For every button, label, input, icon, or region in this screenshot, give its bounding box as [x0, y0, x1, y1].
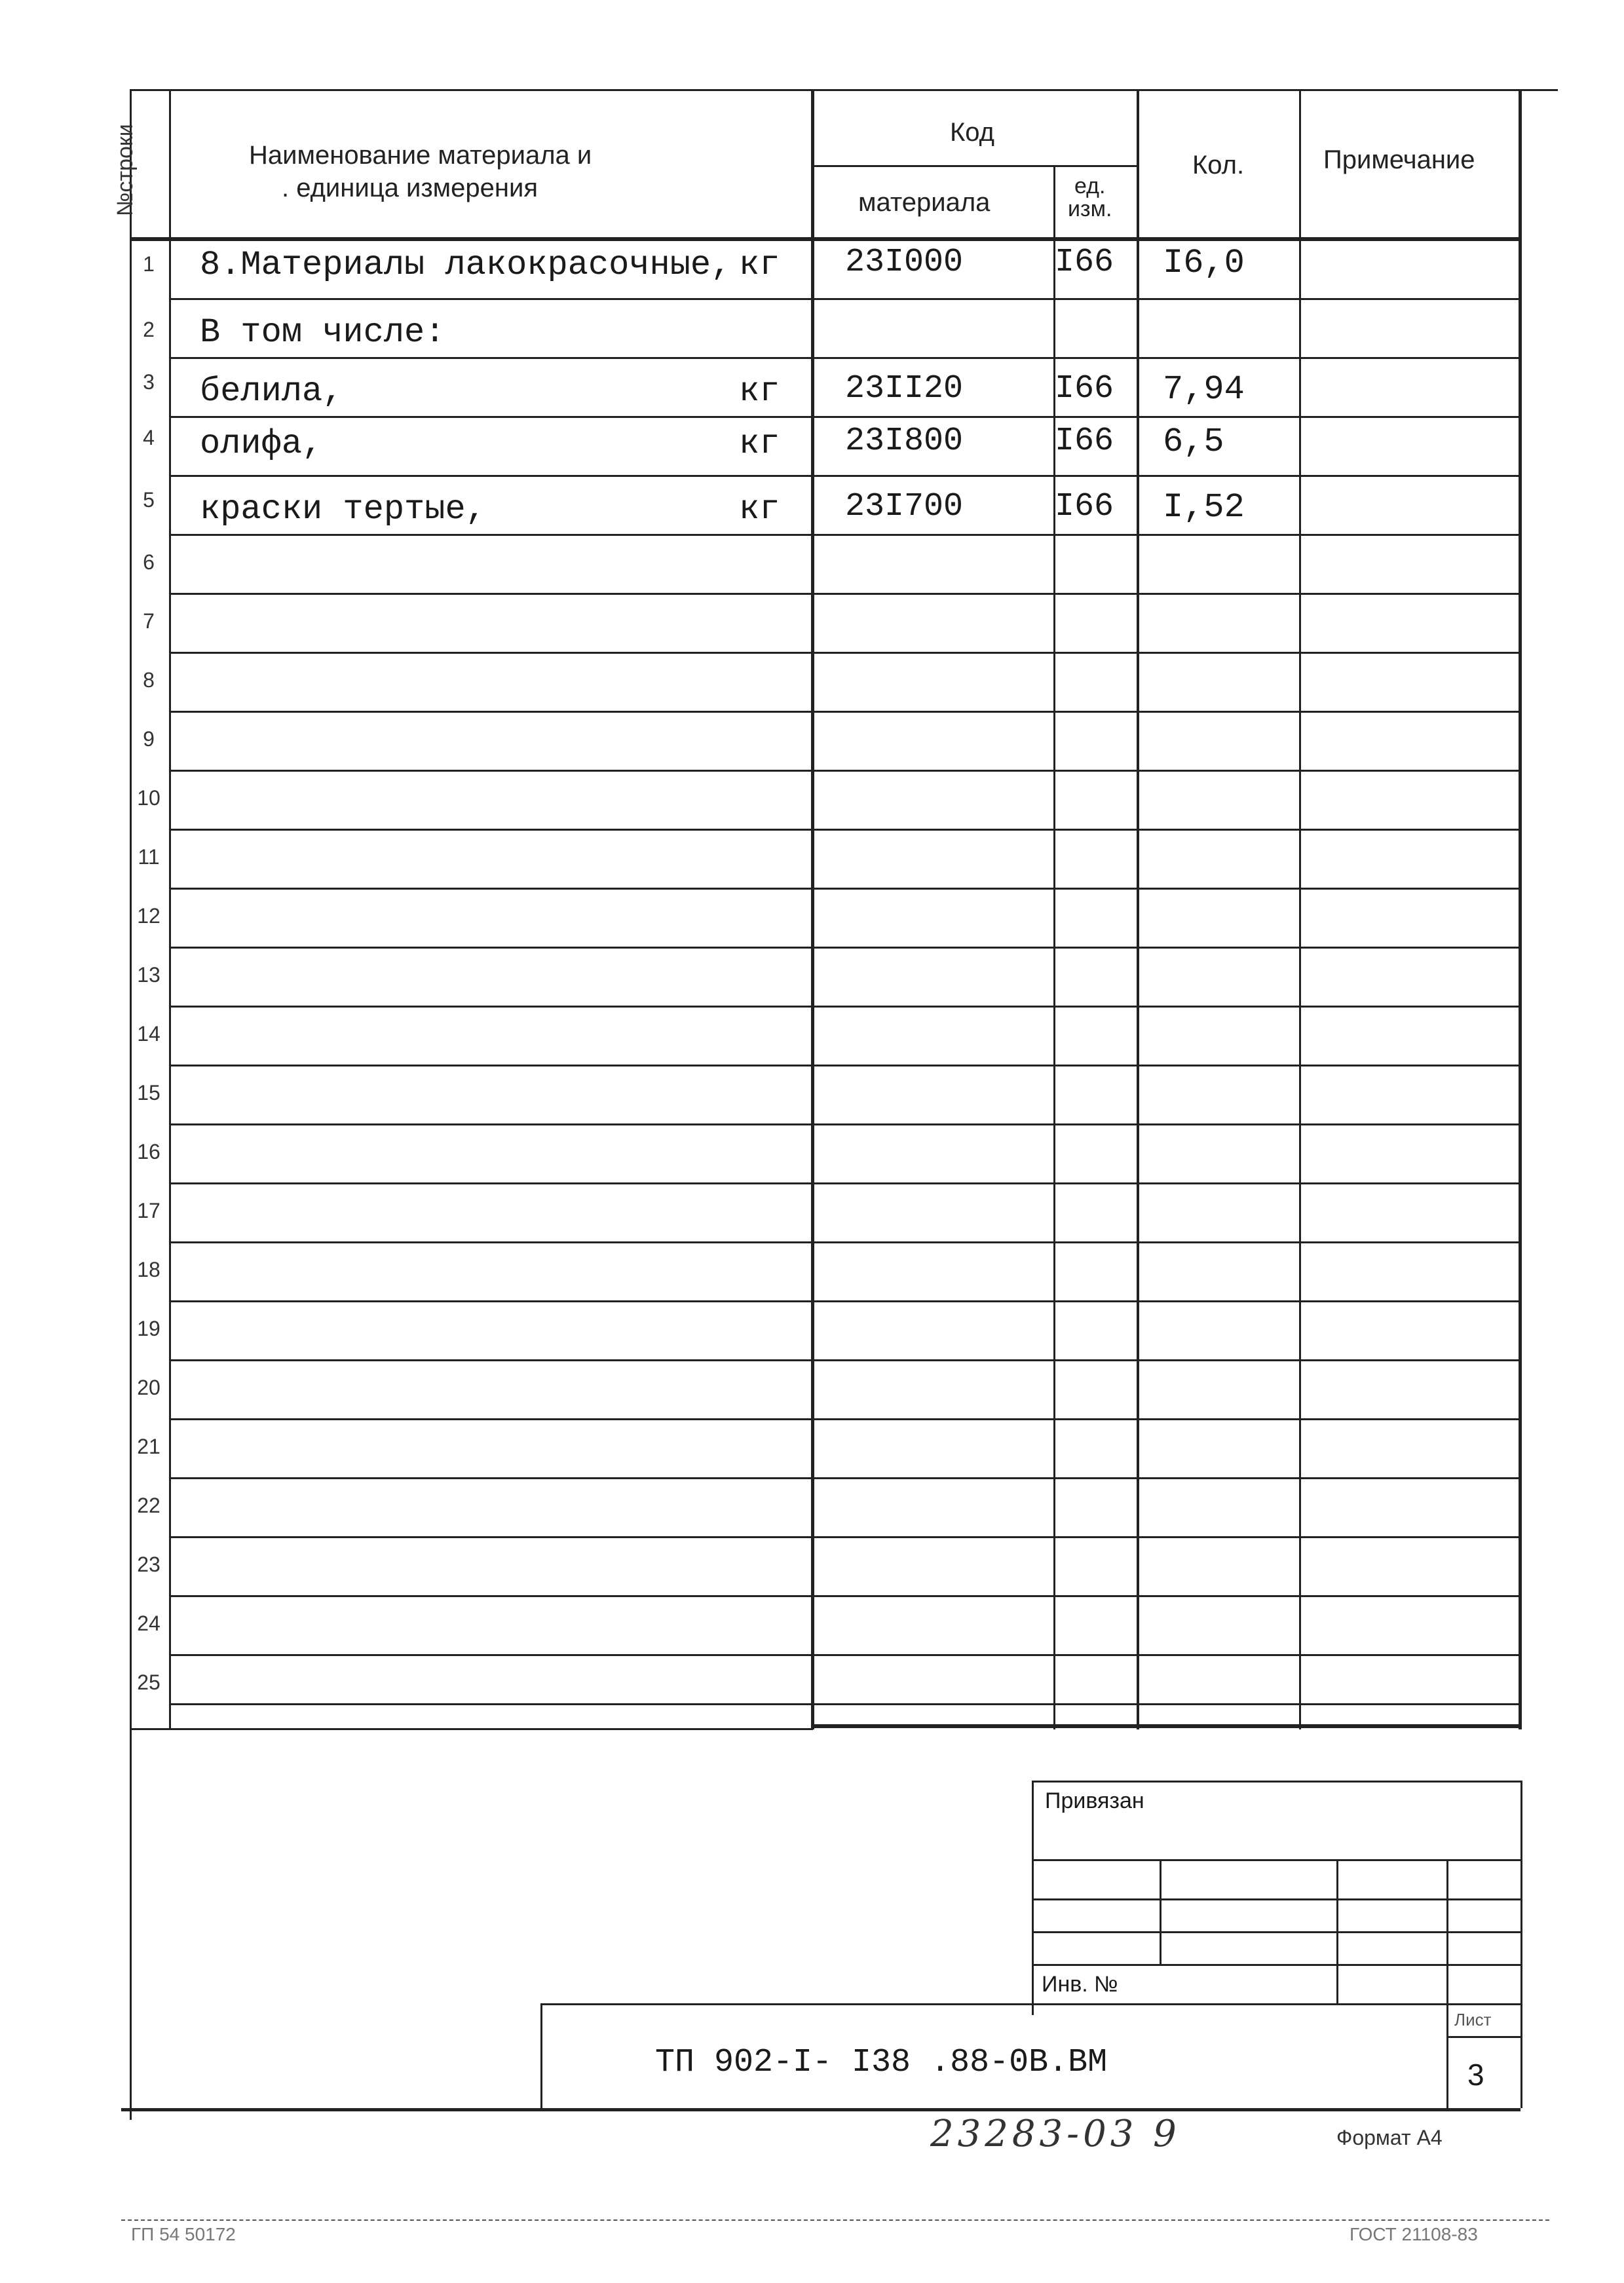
bound-label: Привязан	[1045, 1788, 1144, 1813]
table-bottom-border	[811, 1724, 1520, 1728]
table-bottom-border-left	[130, 1728, 813, 1730]
row-separator	[169, 888, 1520, 890]
row-number: 1	[143, 252, 155, 276]
row-number: 7	[143, 609, 155, 633]
row-separator	[169, 1418, 1520, 1420]
material-unit: кг	[739, 246, 780, 284]
row-number: 21	[137, 1435, 161, 1458]
material-unit: кг	[739, 372, 780, 411]
row-number: 9	[143, 727, 155, 751]
material-name: олифа,	[200, 425, 323, 463]
row-number: 5	[143, 488, 155, 512]
row-separator	[169, 1182, 1520, 1184]
row-number: 17	[137, 1199, 161, 1222]
row-separator	[169, 416, 1520, 418]
unit-code: I66	[1055, 370, 1114, 407]
material-name: 8.Материалы лакокрасочные,	[200, 246, 732, 284]
material-code: 23II20	[845, 370, 964, 407]
stamp-line	[1446, 2036, 1520, 2038]
row-separator	[169, 593, 1520, 595]
name-header-line2: . единица измерения	[282, 174, 538, 202]
bottom-right-code: ГОСТ 21108-83	[1350, 2224, 1478, 2244]
stamp-line	[1160, 1859, 1161, 1964]
row-separator	[169, 475, 1520, 477]
row-number: 4	[143, 426, 155, 449]
qty-header: Кол.	[1192, 151, 1245, 179]
row-number-column-border	[169, 89, 171, 1729]
row-number: 3	[143, 370, 155, 394]
row-number: 16	[137, 1140, 161, 1163]
row-number: 10	[137, 786, 161, 810]
document-designation: ТП 902-I- I38 .88-0B.BM	[655, 2044, 1108, 2081]
code-header: Код	[950, 118, 995, 147]
row-number: 12	[137, 904, 161, 928]
stamp-line	[1032, 1781, 1520, 1783]
material-unit: кг	[739, 490, 780, 529]
material-code: 23I000	[845, 244, 964, 281]
row-number: 25	[137, 1670, 161, 1694]
row-separator	[169, 770, 1520, 772]
page-bottom-border	[121, 2108, 1520, 2111]
material-code: 23I800	[845, 423, 964, 460]
qty-column-border	[1299, 89, 1301, 1729]
row-separator	[169, 1654, 1520, 1656]
handwritten-archive-number: 23283-03 9	[930, 2113, 1180, 2155]
row-separator	[169, 1703, 1520, 1705]
quantity: I,52	[1163, 488, 1245, 527]
row-number: 13	[137, 963, 161, 987]
material-code-header: материала	[858, 188, 991, 217]
row-number: 22	[137, 1494, 161, 1517]
unit-code-column-border	[1137, 89, 1139, 1729]
row-separator	[169, 1123, 1520, 1125]
quantity: I6,0	[1163, 244, 1245, 282]
material-name: В том числе:	[200, 313, 445, 352]
unit-code-header-line1: ед.	[1074, 174, 1106, 198]
row-number: 6	[143, 550, 155, 574]
row-separator	[169, 652, 1520, 654]
row-separator	[169, 357, 1520, 359]
row-separator	[169, 1595, 1520, 1597]
row-number-header: №строки	[113, 124, 138, 216]
material-unit: кг	[739, 425, 780, 463]
quantity: 7,94	[1163, 370, 1245, 409]
row-separator	[169, 534, 1520, 536]
cut-line	[121, 2219, 1549, 2221]
unit-code: I66	[1055, 423, 1114, 460]
row-number: 11	[138, 845, 160, 869]
row-number: 20	[137, 1376, 161, 1399]
stamp-line	[540, 2003, 1520, 2005]
stamp-line	[1336, 1859, 1338, 2003]
unit-code-header-line2: изм.	[1068, 197, 1112, 221]
row-separator	[169, 711, 1520, 713]
quantity: 6,5	[1163, 423, 1224, 461]
row-separator	[169, 1300, 1520, 1302]
code-subheader-line	[811, 165, 1139, 167]
row-number: 24	[137, 1612, 161, 1635]
material-name: белила,	[200, 372, 343, 411]
row-separator	[169, 1359, 1520, 1361]
material-name: краски тертые,	[200, 490, 486, 529]
stamp-line	[540, 2003, 542, 2108]
row-separator	[169, 947, 1520, 949]
row-separator	[169, 1006, 1520, 1008]
stamp-line	[1446, 1859, 1448, 2108]
row-number: 8	[143, 668, 155, 692]
table-top-border	[130, 89, 1558, 91]
row-number: 2	[143, 318, 155, 341]
note-column-border	[1519, 89, 1522, 1729]
header-bottom-border	[130, 237, 1520, 241]
row-separator	[169, 1241, 1520, 1243]
row-number: 18	[137, 1258, 161, 1281]
name-header-line1: Наименование материала и	[249, 141, 592, 170]
format-label: Формат А4	[1336, 2126, 1443, 2149]
sheet-label: Лист	[1454, 2010, 1492, 2029]
unit-code: I66	[1055, 488, 1114, 525]
bottom-left-code: ГП 54 50172	[131, 2224, 236, 2244]
inventory-number-label: Инв. №	[1042, 1972, 1118, 1997]
note-header: Примечание	[1323, 145, 1475, 174]
sheet-number: 3	[1467, 2058, 1484, 2092]
row-number: 15	[137, 1081, 161, 1104]
row-number: 19	[137, 1317, 161, 1340]
stamp-right-border	[1520, 1781, 1522, 2108]
name-column-border	[811, 89, 814, 1729]
row-separator	[169, 298, 1520, 300]
material-code: 23I700	[845, 488, 964, 525]
row-separator	[169, 1065, 1520, 1066]
row-separator	[169, 1536, 1520, 1538]
row-number: 23	[137, 1553, 161, 1576]
row-separator	[169, 829, 1520, 831]
row-number: 14	[137, 1022, 161, 1046]
unit-code: I66	[1055, 244, 1114, 281]
row-separator	[169, 1477, 1520, 1479]
